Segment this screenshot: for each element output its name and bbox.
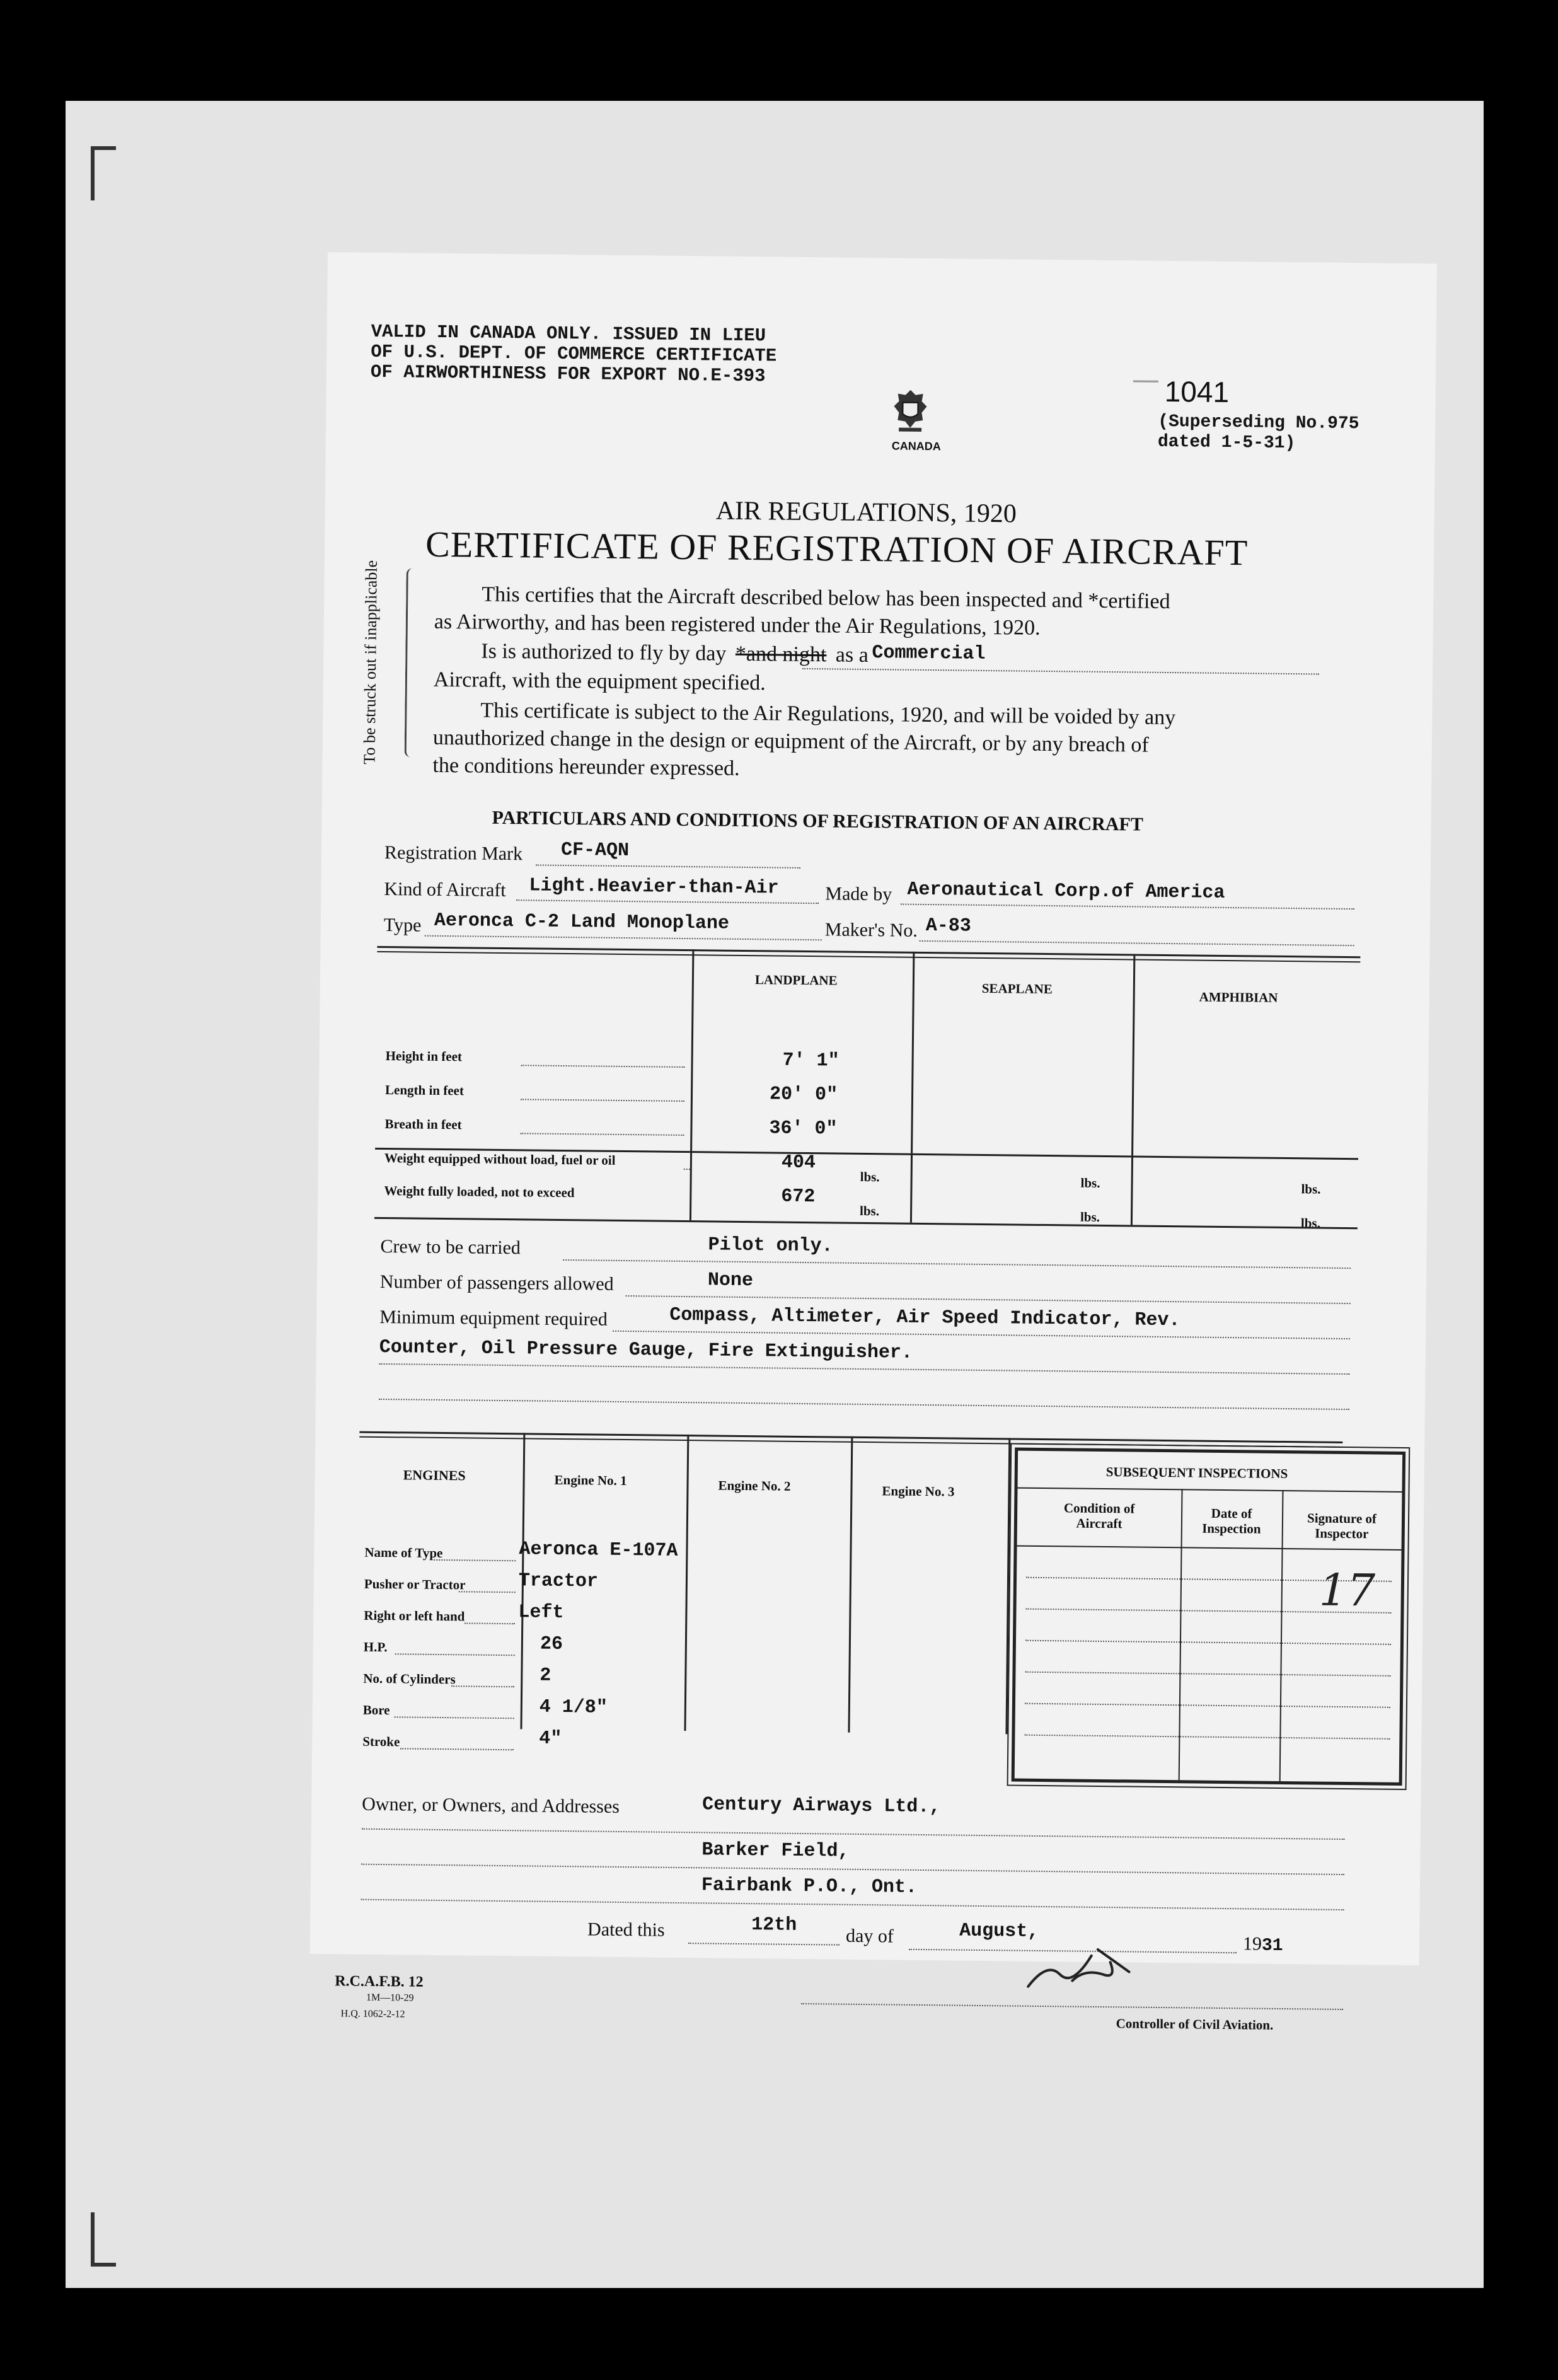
body-line: This certifies that the Aircraft described below has been inspected and *certified: [482, 582, 1170, 614]
engine1-name: Aeronca E-107A: [519, 1539, 678, 1562]
dotted-line: [1025, 1703, 1390, 1708]
unit-lbs: lbs.: [1080, 1175, 1100, 1191]
makers-no-label: Maker's No.: [824, 919, 918, 941]
table-column-rule: [848, 1436, 853, 1733]
table-rule: [1017, 1545, 1402, 1551]
engine-row-label: No. of Cylinders: [363, 1670, 456, 1687]
engine1-pusher-tractor: Tractor: [518, 1570, 599, 1593]
owner-label: Owner, or Owners, and Addresses: [362, 1793, 620, 1817]
table-column-rule: [1131, 1155, 1133, 1225]
particulars-title: PARTICULARS AND CONDITIONS OF REGISTRATION OF AN AIRCRAFT: [492, 807, 1143, 835]
dated-day: 12th: [751, 1914, 797, 1936]
landplane-height: 7' 1": [782, 1049, 840, 1072]
crop-mark-bottom-left: [91, 2212, 116, 2267]
side-note: To be struck out if inapplicable: [360, 560, 381, 765]
dotted-line: [1024, 1735, 1390, 1740]
dotted-line: [1025, 1640, 1391, 1645]
authorization-label: Is is authorized to fly by day: [481, 639, 727, 666]
typed-header-line: OF U.S. DEPT. OF COMMERCE CERTIFICATE: [371, 341, 777, 367]
day-of-label: day of: [845, 1925, 894, 1947]
landplane-loaded-weight: 672: [781, 1186, 816, 1208]
regulations-title: AIR REGULATIONS, 1920: [715, 496, 1017, 529]
superseding-line: (Superseding No.975: [1158, 412, 1359, 434]
table-column-rule: [1131, 954, 1135, 1155]
dotted-line: [516, 899, 819, 904]
typed-header-line: OF AIRWORTHINESS FOR EXPORT NO.E-393: [370, 361, 766, 387]
table-column-rule: [1005, 1438, 1010, 1734]
body-line-authorization: [481, 640, 868, 667]
form-code-line: 1M—10-29: [366, 1992, 414, 2004]
engine1-cylinders: 2: [540, 1665, 551, 1687]
form-code: [335, 1973, 424, 2023]
dotted-line: [613, 1331, 1350, 1339]
engine1-hp: 26: [540, 1633, 563, 1656]
superseding-note: [1158, 412, 1359, 454]
unit-lbs: lbs.: [859, 1203, 880, 1219]
table-column-rule: [690, 949, 694, 1151]
engine-row-label: Stroke: [362, 1733, 400, 1750]
dated-label: Dated this: [587, 1919, 665, 1941]
year-suffix: 31: [1261, 1936, 1283, 1956]
dotted-line: [688, 1943, 840, 1946]
table-rule: [1018, 1488, 1402, 1493]
dotted-line: [521, 1065, 684, 1068]
usage-value: Commercial: [872, 642, 986, 665]
crew-value: Pilot only.: [708, 1234, 833, 1257]
dotted-line: [451, 1685, 514, 1687]
unit-lbs: lbs.: [860, 1169, 880, 1185]
unit-lbs: lbs.: [1301, 1181, 1321, 1197]
engine1-bore: 4 1/8": [539, 1696, 608, 1719]
table-column-rule: [910, 1153, 913, 1223]
dotted-line: [901, 904, 1354, 910]
passengers-label: Number of passengers allowed: [379, 1271, 614, 1295]
dotted-line: [379, 1363, 1350, 1375]
dotted-line: [465, 1622, 515, 1624]
registration-mark-label: Registration Mark: [384, 841, 523, 865]
landplane-empty-weight: 404: [781, 1152, 816, 1174]
engine-row-label: Name of Type: [364, 1544, 443, 1561]
controller-caption: Controller of Civil Aviation.: [1116, 2016, 1274, 2033]
certificate-number: 1041: [1164, 374, 1230, 408]
type-label: Type: [383, 914, 422, 936]
table-column-rule: [911, 952, 915, 1153]
row-label-breadth: Breath in feet: [384, 1116, 462, 1133]
landplane-breadth: 36' 0": [769, 1118, 838, 1140]
unit-lbs: lbs.: [1080, 1209, 1100, 1225]
subsequent-inspections-box: [1012, 1448, 1406, 1786]
column-header-landplane: LANDPLANE: [754, 972, 838, 988]
inspections-title: SUBSEQUENT INSPECTIONS: [1105, 1464, 1288, 1482]
dotted-line: [361, 1864, 1344, 1875]
dotted-line: [434, 1559, 516, 1561]
form-code-line: R.C.A.F.B. 12: [335, 1973, 424, 1990]
engine-column-1: Engine No. 1: [554, 1472, 627, 1489]
typed-header-line: VALID IN CANADA ONLY. ISSUED IN LIEU: [371, 321, 766, 347]
inspection-column-condition: Condition of Aircraft: [1063, 1500, 1135, 1532]
row-label-length: Length in feet: [384, 1082, 465, 1099]
form-code-line: H.Q. 1062-2-12: [340, 2008, 405, 2020]
crop-mark-top-left: [91, 146, 116, 200]
dotted-line: [459, 1591, 516, 1593]
controller-signature: [1022, 1936, 1148, 2001]
main-title: CERTIFICATE OF REGISTRATION OF AIRCRAFT: [425, 523, 1249, 574]
dotted-line: [1025, 1672, 1390, 1677]
owner-line: Century Airways Ltd.,: [702, 1794, 941, 1818]
landplane-length: 20' 0": [769, 1083, 838, 1106]
canada-coat-of-arms-icon: [890, 387, 931, 438]
body-line: This certificate is subject to the Air Regulations, 1920, and will be voided by any: [480, 698, 1176, 730]
inspection-column-signature: Signature of Inspector: [1307, 1510, 1377, 1542]
certificate-document: [310, 252, 1437, 2033]
year-prefix-text: 19: [1242, 1933, 1262, 1955]
dated-month: August,: [959, 1920, 1039, 1943]
crew-label: Crew to be carried: [380, 1235, 521, 1259]
dotted-line: [395, 1716, 514, 1719]
superseding-line: dated 1-5-31): [1157, 432, 1296, 454]
dotted-line: [520, 1133, 684, 1136]
dotted-line: [395, 1653, 515, 1656]
body-line: the conditions hereunder expressed.: [432, 753, 740, 780]
usage-dotted-line: [802, 668, 1319, 675]
body-line: as Airworthy, and has been registered under the Air Regulations, 1920.: [434, 609, 1041, 640]
body-line: unauthorized change in the design or equipment of the Aircraft, or by any breach of: [432, 725, 1149, 757]
table-column-rule: [690, 1151, 692, 1220]
registration-mark-value: CF-AQN: [560, 839, 630, 862]
engine-row-label: Bore: [362, 1702, 390, 1718]
row-label-loaded-weight: Weight fully loaded, not to exceed: [384, 1183, 575, 1201]
dotted-line: [361, 1899, 1344, 1910]
made-by-value: Aeronautical Corp.of America: [907, 879, 1225, 904]
struck-night-clause: *and night: [735, 642, 827, 667]
usage-as-label: as a: [835, 643, 868, 667]
unit-lbs: lbs.: [1300, 1215, 1321, 1231]
engine-row-label: Right or left hand: [364, 1607, 465, 1624]
engine1-hand: Left: [518, 1602, 564, 1624]
dotted-line: [626, 1295, 1351, 1304]
engines-header: ENGINES: [403, 1467, 466, 1484]
crest-caption: CANADA: [891, 439, 941, 453]
equipment-label: Minimum equipment required: [379, 1306, 608, 1330]
passengers-value: None: [707, 1269, 754, 1292]
dotted-line: [521, 1099, 684, 1102]
side-brace: [405, 568, 417, 757]
kind-of-aircraft-label: Kind of Aircraft: [384, 878, 506, 901]
column-header-amphibian: AMPHIBIAN: [1199, 989, 1278, 1005]
dotted-line: [536, 865, 800, 869]
engine-row-label: H.P.: [363, 1639, 388, 1655]
dotted-line: [400, 1748, 514, 1750]
engine-column-3: Engine No. 3: [882, 1483, 955, 1499]
dotted-line: [920, 940, 1354, 946]
dotted-line: [425, 935, 822, 941]
owner-line: Barker Field,: [701, 1839, 850, 1863]
made-by-label: Made by: [825, 883, 892, 905]
engine-column-2: Engine No. 2: [718, 1477, 791, 1494]
owner-line: Fairbank P.O., Ont.: [701, 1875, 918, 1898]
kind-of-aircraft-value: Light.Heavier-than-Air: [529, 875, 779, 899]
equipment-value-line1: Compass, Altimeter, Air Speed Indicator, Rev.: [669, 1304, 1180, 1332]
table-column-rule: [684, 1435, 689, 1731]
dotted-line: [379, 1399, 1349, 1410]
row-label-height: Height in feet: [385, 1048, 463, 1065]
number-rule: [1133, 380, 1158, 382]
makers-no-value: A-83: [925, 915, 972, 937]
column-header-seaplane: SEAPLANE: [981, 980, 1053, 997]
typed-header: [371, 322, 777, 387]
year-prefix: [1243, 1933, 1283, 1956]
dotted-line: [362, 1828, 1345, 1840]
row-label-empty-weight: Weight equipped without load, fuel or oil: [384, 1150, 616, 1168]
engine1-stroke: 4": [539, 1728, 562, 1750]
engine-row-label: Pusher or Tractor: [364, 1576, 466, 1593]
inspection-column-date: Date of Inspection: [1202, 1505, 1261, 1537]
dotted-line: [563, 1259, 1351, 1269]
equipment-value-line2: Counter, Oil Pressure Gauge, Fire Extinguisher.: [379, 1336, 913, 1364]
handwritten-mark: 17: [1319, 1564, 1376, 1617]
type-value: Aeronca C-2 Land Monoplane: [434, 910, 730, 935]
body-line: Aircraft, with the equipment specified.: [433, 667, 766, 695]
dotted-line: [684, 1169, 690, 1170]
